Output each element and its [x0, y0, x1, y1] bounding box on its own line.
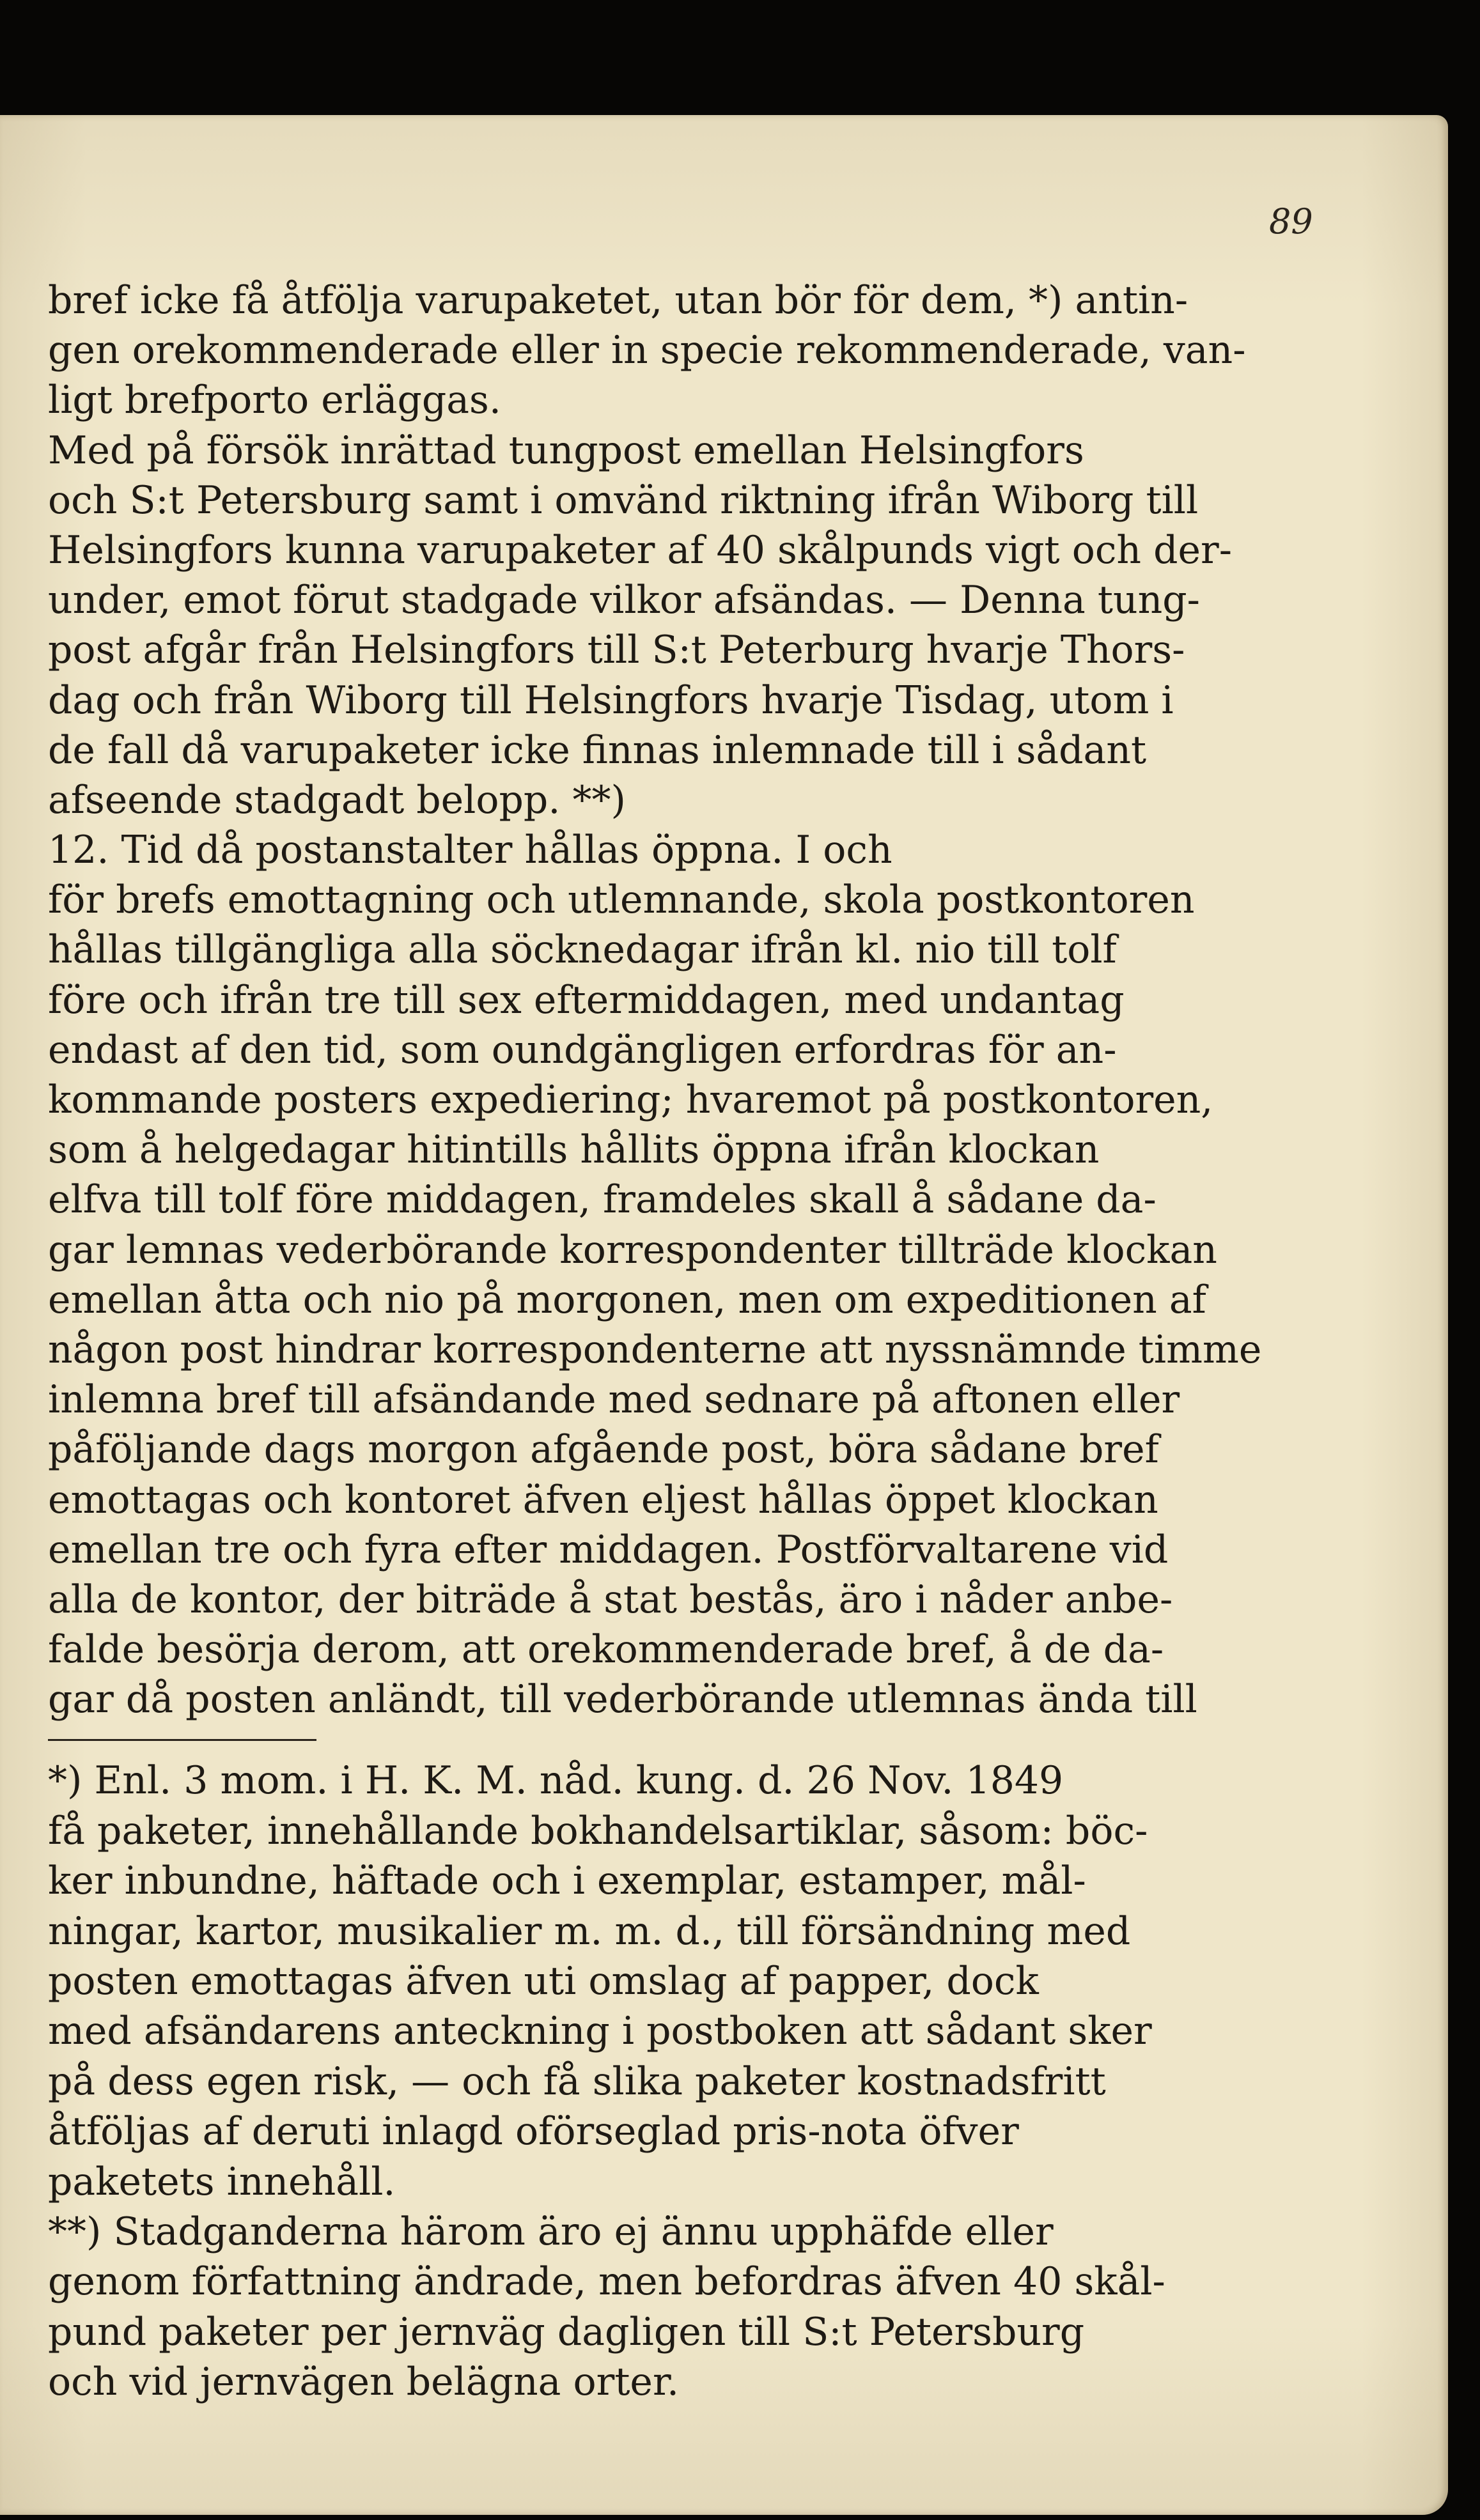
- footnote-line: åtföljas af deruti inlagd oförseglad pris-nota öfver: [48, 2109, 1019, 2154]
- text-block: [48, 278, 1327, 2413]
- text-line: Helsingfors kunna varupaketer af 40 skålpunds vigt och der-: [48, 527, 1233, 573]
- text-line: dag och från Wiborg till Helsingfors hvarje Tisdag, utom i: [48, 677, 1174, 723]
- text-line: ligt brefporto erläggas.: [48, 378, 501, 423]
- text-line: falde besörja derom, att orekommenderade bref, å de da-: [48, 1627, 1164, 1673]
- footnote-line: få paketer, innehållande bokhandelsartiklar, såsom: böc-: [48, 1808, 1148, 1853]
- footnote-line: och vid jernvägen belägna orter.: [48, 2360, 680, 2405]
- section-heading-line: 12. Tid då postanstalter hållas öppna. I och: [48, 828, 892, 873]
- text-line: afseende stadgadt belopp. **): [48, 777, 626, 823]
- page-number: 89: [1269, 201, 1313, 242]
- text-line: emellan åtta och nio på morgonen, men om expeditionen af: [48, 1277, 1206, 1322]
- text-line: som å helgedagar hitintills hållits öppna ifrån klockan: [48, 1127, 1100, 1173]
- footnote-line: posten emottagas äfven uti omslag af papper, dock: [48, 1959, 1039, 2004]
- footnote-line: ker inbundne, häftade och i exemplar, estamper, mål-: [48, 1859, 1086, 1904]
- text-line: post afgår från Helsingfors till S:t Peterburg hvarje Thors-: [48, 628, 1185, 673]
- footnote-line: genom författning ändrade, men befordras äfven 40 skål-: [48, 2259, 1165, 2305]
- text-line: bref icke få åtfölja varupaketet, utan bör för dem, *) antin-: [48, 278, 1188, 323]
- text-line: elfva till tolf före middagen, framdeles skall å sådane da-: [48, 1177, 1157, 1223]
- footnote-line: **) Stadganderna härom äro ej ännu upphäfde eller: [48, 2209, 1054, 2254]
- text-line: före och ifrån tre till sex eftermiddagen, med undantag: [48, 977, 1125, 1023]
- footnote-line: på dess egen risk, — och få slika paketer kostnadsfritt: [48, 2059, 1106, 2104]
- book-page: [0, 115, 1448, 2515]
- main-text: [48, 278, 1327, 1730]
- text-line: hållas tillgängliga alla söcknedagar ifrån kl. nio till tolf: [48, 927, 1117, 973]
- text-line: påföljande dags morgon afgående post, böra sådane bref: [48, 1427, 1159, 1473]
- text-line: endast af den tid, som oundgängligen erfordras för an-: [48, 1027, 1117, 1072]
- footnote-line: med afsändarens anteckning i postboken att sådant sker: [48, 2009, 1152, 2054]
- text-line: någon post hindrar korrespondenterne att nyssnämnde timme: [48, 1327, 1262, 1372]
- text-line: inlemna bref till afsändande med sednare på aftonen eller: [48, 1377, 1180, 1423]
- footnote-line: *) Enl. 3 mom. i H. K. M. nåd. kung. d. 26 Nov. 1849: [48, 1758, 1064, 1804]
- footnote-line: paketets innehåll.: [48, 2159, 396, 2204]
- text-line: alla de kontor, der biträde å stat bestås, äro i nåder anbe-: [48, 1577, 1173, 1622]
- footnotes: [48, 1758, 1327, 2413]
- footnote-line: pund paketer per jernväg dagligen till S:t Petersburg: [48, 2309, 1085, 2354]
- text-line: Med på försök inrättad tungpost emellan Helsingfors: [48, 428, 1084, 473]
- text-line: för brefs emottagning och utlemnande, skola postkontoren: [48, 877, 1195, 923]
- text-line: kommande posters expediering; hvaremot på postkontoren,: [48, 1078, 1213, 1122]
- text-line: och S:t Petersburg samt i omvänd riktning ifrån Wiborg till: [48, 477, 1199, 523]
- text-line: gar då posten anländt, till vederbörande utlemnas ända till: [48, 1677, 1197, 1722]
- text-line: de fall då varupaketer icke finnas inlemnade till i sådant: [48, 727, 1147, 773]
- text-line: gen orekommenderade eller in specie rekommenderade, van-: [48, 328, 1246, 373]
- text-line: emottagas och kontoret äfven eljest hållas öppet klockan: [48, 1477, 1158, 1522]
- footnote-line: ningar, kartor, musikalier m. m. d., till försändning med: [48, 1908, 1131, 1954]
- footnote-divider: [48, 1739, 316, 1741]
- text-line: emellan tre och fyra efter middagen. Postförvaltarene vid: [48, 1527, 1169, 1572]
- text-line: gar lemnas vederbörande korrespondenter tillträde klockan: [48, 1227, 1217, 1272]
- text-line: under, emot förut stadgade vilkor afsändas. — Denna tung-: [48, 578, 1200, 623]
